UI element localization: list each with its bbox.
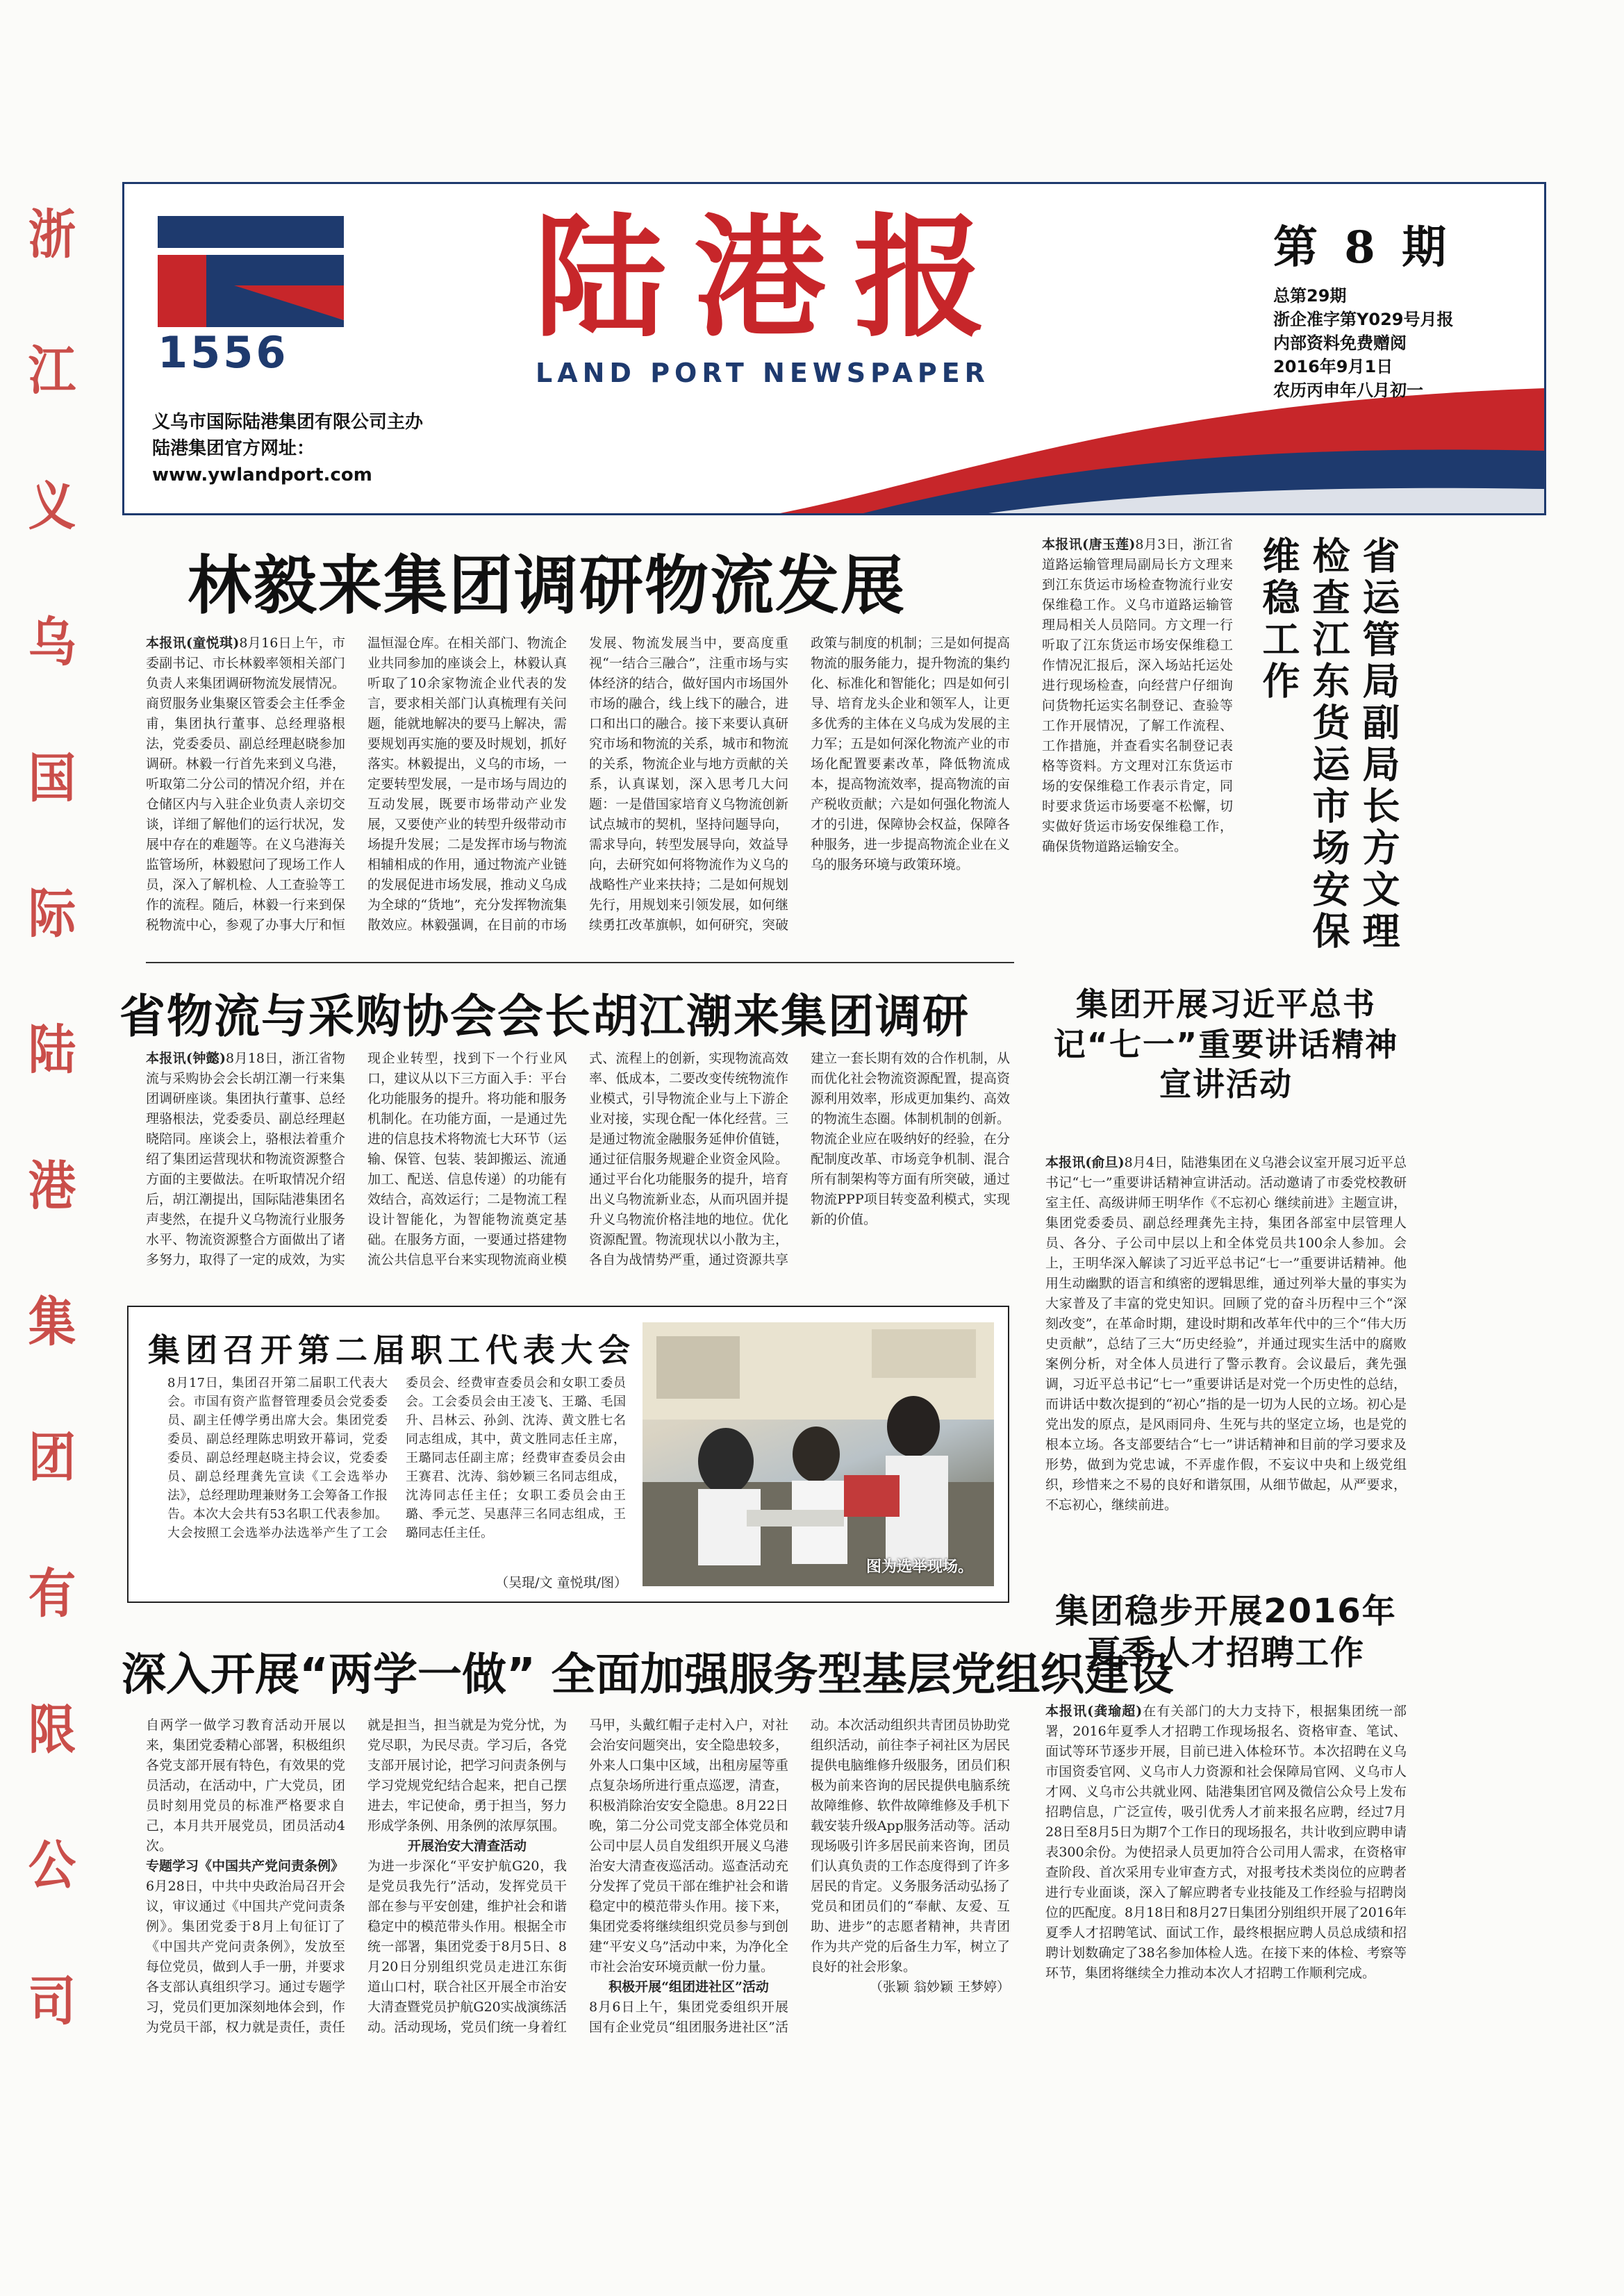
issue-info bbox=[1273, 212, 1516, 402]
article-subhead: 专题学习《中国共产党问责条例》 bbox=[146, 1858, 345, 1874]
seal-char: 限 bbox=[28, 1698, 76, 1761]
newspaper-title-en: LAND PORT NEWSPAPER bbox=[536, 358, 990, 388]
photo-illustration bbox=[643, 1322, 994, 1586]
article-lead: 本报讯(钟懿) bbox=[146, 1051, 226, 1066]
issue-date: 2016年9月1日 bbox=[1273, 357, 1393, 376]
election-photo bbox=[643, 1322, 994, 1586]
license-number: 浙企准字第Y029号月报 bbox=[1273, 310, 1454, 329]
article-paragraph: 8月6日上午，集团党委组织开展国有企业党员“组团服务进社区”活动。本次活动组织共青团员协助党组织活动，前往李子祠社区为居民提供电脑维修升级服务，团员们积极为前来咨询的居民提供电脑系统故障维修、软件故障维修及手机下载安装升级App服务活动等。活动现场吸引许多居民前来咨询，团员们认真负责的工作态度得到了许多居民的肯定。义务服务活动弘扬了党员和团员们的“奉献、友爱、互助、进步”的志愿者精神，共青团作为共产党的后备生力军，树立了良好的社会形象。 bbox=[589, 1717, 1010, 2035]
article-subhead: 开展治安大清查活动 bbox=[407, 1838, 527, 1854]
seal-char: 国 bbox=[28, 747, 76, 809]
article-text: 8月18日，浙江省物流与采购协会会长胡江潮一行来集团调研座谈。集团执行董事、总经理骆根法，党委委员、副总经理赵晓陪同。座谈会上，骆根法着重介绍了集团运营现状和物流资源整合方面的主要做法。在听取情况介绍后，胡江潮提出，国际陆港集团名声斐然，在提升义乌物流行业服务水平、物流资源整合方面做出了诸多努力，取得了一定的成效，为实现企业转型，找到下一个行业风口，建议从以下三方面入手：平台化功能服务的提升。将功能和服务机制化。在功能方面，一是通过先进的信息技术将物流七大环节（运输、保管、包装、装卸搬运、流通加工、配送、信息传递）的功能有效结合，高效运行；二是物流工程设计智能化，为智能物流奠定基础。在服务方面，一要通过搭建物流公共信息平台来实现物流商业模式、流程上的创新，实现物流高效率、低成本，二要改变传统物流作业模式，引导物流企业与上下游企业对接，实现仓配一体化经营。三是通过物流金融服务延伸价值链，通过征信服务规避企业资金风险。通过平台化功能服务的提升，培育出义乌物流新业态，从而巩固并提升义乌物流价格洼地的地位。优化资源配置。物流现状以小散为主，各自为战情势严重，通过资源共享建立一套长期有效的合作机制，从而优化社会物流资源配置，提高资源利用效率，形成更加集约、高效的物流生态圈。体制机制的创新。物流企业应在吸纳好的经验，在分配制度改革、市场竞争机制、混合所有制架构等方面有所突破，通过物流PPP项目转变盈利模式，实现新的价值。 bbox=[146, 1051, 1010, 1267]
article-body: 8月17日，集团召开第二届职工代表大会。市国有资产监督管理委员会党委委员、副主任傅学勇出席大会。集团党委委员、副总经理陈忠明致开幕词，党委委员、副总经理赵晓主持会议，党委委员、副总经理龚先宣读《工会选举办法》，总经理助理兼财务工会筹备工作报告。本次大会共有53名职工代表参加。大会按照工会选举办法选举产生了工会委员会、经费审查委员会和女职工委员会。工会委员会由王凌飞、王璐、毛国升、吕林云、孙剑、沈涛、黄文胜七名同志组成，其中，黄文胜同志任主席，王璐同志任副主席；经费审查委员会由王赛君、沈涛、翁妙颖三名同志组成，沈涛同志任主任；女职工委员会由王璐、季元芝、吴惠萍三名同志组成，王璐同志任主任。 bbox=[167, 1376, 626, 1540]
seal-char: 公 bbox=[28, 1834, 76, 1897]
article-lead: 本报讯(童悦琪) bbox=[146, 635, 240, 651]
article-text: 8月16日上午，市委副书记、市长林毅率领相关部门负责人来集团调研物流发展情况。商贸服务业集聚区管委会主任季金甫，集团执行董事、总经理骆根法，党委委员、副总经理赵晓参加调研。林毅一行首先来到义乌港，听取第二分公司的情况介绍，并在仓储区内与入驻企业负责人亲切交谈，详细了解他们的运行状况，发展中存在的难题等。在义乌港海关监管场所，林毅慰问了现场工作人员，深入了解机检、人工查验等工作的流程。随后，林毅一行来到保税物流中心，参观了办事大厅和恒温恒湿仓库。在相关部门、物流企业共同参加的座谈会上，林毅认真听取了10余家物流企业代表的发言，要求相关部门认真梳理有关问题，能就地解决的要马上解决，需要规划再实施的要及时规划，抓好落实。林毅提出，义乌的市场，一定要转型发展，一是市场与周边的互动发展，既要市场带动产业发展，又要使产业的转型升级带动市场提升发展；二是发挥市场与物流相辅相成的作用，通过物流产业链的发展促进市场发展，推动义乌成为全球的“货地”，充分发挥物流集散效应。林毅强调，在目前的市场发展、物流发展当中，要高度重视“一结合三融合”，注重市场与实体经济的结合，做好国内市场国外市场的融合，线上线下的融合，进口和出口的融合。接下来要认真研究市场和物流的关系，城市和物流的关系，物流企业与地方贡献的关系，认真谋划，深入思考几大问题：一是借国家培育义乌物流创新试点城市的契机，坚持问题导向，需求导向，转型发展导向，效益导向，去研究如何将物流作为义乌的战略性产业来扶持；二是如何规划先行，用规划来引领发展，如何继续勇扛改革旗帜，如何研究，突破政策与制度的机制；三是如何提高物流的服务能力，提升物流的集约化、标准化和智能化；四是如何引导、培育龙头企业和领军人，让更多优秀的主体在义乌成为发展的主力军；五是如何深化物流产业的市场化配置要素改革，降低物流成本，提高物流效率，提高物流的亩产税收贡献；六是如何强化物流人才的引进，保障协会权益，保障各种服务，进一步提高物流企业在义乌的服务环境与政策环境。 bbox=[146, 635, 1010, 933]
logo-number: 1556 bbox=[158, 327, 289, 378]
article-text: 8月3日，浙江省道路运输管理局副局长方文理来到江东货运市场检查物流行业安保维稳工作。义乌市道路运输管理局相关人员陪同。方文理一行听取了江东货运市场安保维稳工作情况汇报后，深入场站托运处进行现场检查，向经营户仔细询问货物托运实名制登记、查验等工作开展情况，了解工作流程、工作措施，并查看实名制登记表格等资料。方文理对江东货运市场的安保维稳工作表示肯定，同时要求货运市场要毫不松懈，切实做好货运市场安保维稳工作，确保货物道路运输安全。 bbox=[1042, 537, 1233, 854]
seal-char: 浙 bbox=[28, 203, 76, 265]
article-headline: 集团开展习近平总书记“七一”重要讲话精神宣讲活动 bbox=[1053, 985, 1399, 1103]
seal-char: 际 bbox=[28, 883, 76, 945]
article-body bbox=[146, 1715, 1010, 2083]
lunar-date: 农历丙申年八月初一 bbox=[1273, 381, 1423, 400]
article-box bbox=[127, 1306, 1009, 1603]
newspaper-title: 陆港报 bbox=[534, 200, 1014, 355]
website-url[interactable]: www.ywlandport.com bbox=[152, 465, 372, 485]
article-body bbox=[146, 1049, 1010, 1288]
article-headline: 集团稳步开展2016年夏季人才招聘工作 bbox=[1055, 1592, 1397, 1672]
article-text: 在有关部门的大力支持下，根据集团统一部署，2016年夏季人才招聘工作现场报名、资格审查、笔试、面试等环节逐步开展，目前已进入体检环节。本次招聘在义乌市国资委官网、义乌市人力资源和社会保障局官网、义乌市人才网、义乌市公共就业网、陆港集团官网及微信公众号上发布招聘信息，广泛宣传，吸引优秀人才前来报名应聘，经过7月28日至8月5日为期7个工作日的现场报名，共计收到应聘申请表300余份。为使招录人员更加符合公司用人需求，在资格审查阶段、首次采用专业审查方式，对报考技术类岗位的应聘者进行专业面谈，深入了解应聘者专业技能及工作经验与招聘岗位的匹配度。8月18日和8月27日集团分别组织开展了2016年夏季人才招聘笔试、面试工作，最终根据应聘人员总成绩和招聘计划数确定了38名参加体检人选。在接下来的体检、考察等环节，集团将继续全力推动本次人才招聘工作顺利完成。 bbox=[1045, 1704, 1407, 1981]
article-headline: 省物流与采购协会会长胡江潮来集团调研 bbox=[119, 990, 970, 1043]
seal-char: 义 bbox=[28, 475, 76, 538]
article-body bbox=[1042, 535, 1233, 945]
total-issue: 总第29期 bbox=[1273, 286, 1347, 306]
article-body bbox=[1045, 1153, 1407, 1556]
article-subhead: 积极开展“组团进社区”活动 bbox=[608, 1979, 769, 1995]
masthead bbox=[122, 182, 1546, 515]
seal-char: 团 bbox=[28, 1426, 76, 1489]
article-headline: 集团召开第二届职工代表大会 bbox=[148, 1331, 636, 1369]
article-credit: （张颖 翁妙颖 王梦婷） bbox=[869, 1979, 1010, 1995]
article-headline: 林毅来集团调研物流发展 bbox=[188, 549, 906, 623]
seal-char: 有 bbox=[28, 1562, 76, 1624]
seal-char: 港 bbox=[28, 1154, 76, 1217]
article-body bbox=[146, 633, 1010, 939]
website-label: 陆港集团官方网址： bbox=[152, 438, 315, 459]
sponsor-info bbox=[152, 409, 423, 488]
article-lead: 本报讯(俞旦) bbox=[1045, 1155, 1125, 1170]
article-lead: 本报讯(唐玉莲) bbox=[1042, 537, 1136, 552]
article-paragraph: 自两学一做学习教育活动开展以来，集团党委精心部署，积极组织各党支部开展有特色，有效果的党员活动，在活动中，广大党员，团员时刻用党员的标准严格要求自己，本月共开展党员，团员活动4次。 bbox=[146, 1717, 345, 1854]
article-body bbox=[1045, 1702, 1407, 2090]
article-lead: 本报讯(龚瑜超) bbox=[1045, 1704, 1143, 1719]
seal-char: 江 bbox=[28, 339, 76, 401]
divider bbox=[146, 962, 1014, 963]
article-headline-vertical: 省运管局副局长方文理检查江东货运市场安保维稳工作 bbox=[1257, 536, 1400, 953]
issue-number: 第 8 期 bbox=[1273, 222, 1452, 274]
seal-char: 集 bbox=[28, 1290, 76, 1353]
sponsor-line: 义乌市国际陆港集团有限公司主办 bbox=[152, 412, 424, 433]
photo-caption: 图为选举现场。 bbox=[865, 1558, 973, 1576]
seal-char: 陆 bbox=[28, 1019, 76, 1081]
seal-char: 乌 bbox=[28, 611, 76, 674]
article-headline: 深入开展“两学一做” 全面加强服务型基层党组织建设 bbox=[122, 1649, 1174, 1701]
article-credit: （吴琨/文 童悦琪/图） bbox=[495, 1575, 627, 1590]
side-vertical-text bbox=[21, 203, 83, 2032]
port-logo-icon bbox=[158, 216, 344, 378]
article-paragraph: 6月28日，中共中央政治局召开会议，审议通过《中国共产党问责条例》。集团党委于8月上旬征订了《中国共产党问责条例》，发放至每位党员，做到人手一册，并要求各支部认真组织学习。通过专题学习，党员们更加深刻地体会到，作为党员干部，权力就是责任，责任就是担当，担当就是为党分忧，为党尽职，为民尽责。学习后，各党支部开展讨论，把学习问责条例与学习党规党纪结合起来，把自己摆进去，牢记使命，勇于担当，努力形成学条例、用条例的浓厚氛围。 bbox=[146, 1717, 567, 2035]
seal-char: 司 bbox=[28, 1970, 76, 2032]
circulation-note: 内部资料免费赠阅 bbox=[1273, 333, 1407, 353]
article-paragraph: 为进一步深化“平安护航G20，我是党员我先行”活动，发挥党员干部在参与平安创建，维护社会和谐稳定中的模范带头作用。根据全市统一部署，集团党委于8月5日、8月20日分别组织党员走进江东街道山口村，联合社区开展全市治安大清查暨党员护航G20实战演练活动。活动现场，党员们统一身着红马甲，头戴红帽子走村入户，对社会治安问题突出，安全隐患较多，外来人口集中区域，出租房屋等重点复杂场所进行重点巡逻，清查，积极消除治安安全隐患。8月22日晚，第二分公司党支部全体党员和公司中层人员自发组织开展义乌港治安大清查夜巡活动。巡查活动充分发挥了党员干部在维护社会和谐稳定中的模范带头作用。接下来，集团党委将继续组织党员参与到创建“平安义乌”活动中来，为净化全市社会治安环境贡献一份力量。 bbox=[367, 1717, 788, 2035]
article-text: 8月4日，陆港集团在义乌港会议室开展习近平总书记“七一”重要讲话精神宣讲活动。活动邀请了市委党校教研室主任、高级讲师王明华作《不忘初心 继续前进》主题宣讲，集团党委委员、副总经理龚先主持，集团各部室中层管理人员、各分、子公司中层以上和全体党员共100余人参加。会上，王明华深入解读了习近平总书记“七一”重要讲话精神。他用生动幽默的语言和缜密的逻辑思维，通过列举大量的事实为大家普及了丰富的党史知识。回顾了党的奋斗历程中三个“深刻改变”，在革命时期，建设时期和改革年代中的三个“伟大历史贡献”，总结了三大“历史经验”，并通过现实生活中的腐败案例分析，对全体人员进行了警示教育。会议最后，龚先强调，习近平总书记“七一”重要讲话是对党一个历史性的总结，而讲话中数次提到的“初心”指的是一切为人民的立场。初心是党出发的原点，是风雨同舟、生死与共的坚定立场，也是党的根本立场。各支部要结合“七一”讲话精神和目前的学习要求及形势，做到为党忠诚，不弄虚作假，不妄议中央和上级党组织，珍惜来之不易的良好和谐氛围，从细节做起，从严要求，不忘初心，继续前进。 bbox=[1045, 1155, 1407, 1513]
